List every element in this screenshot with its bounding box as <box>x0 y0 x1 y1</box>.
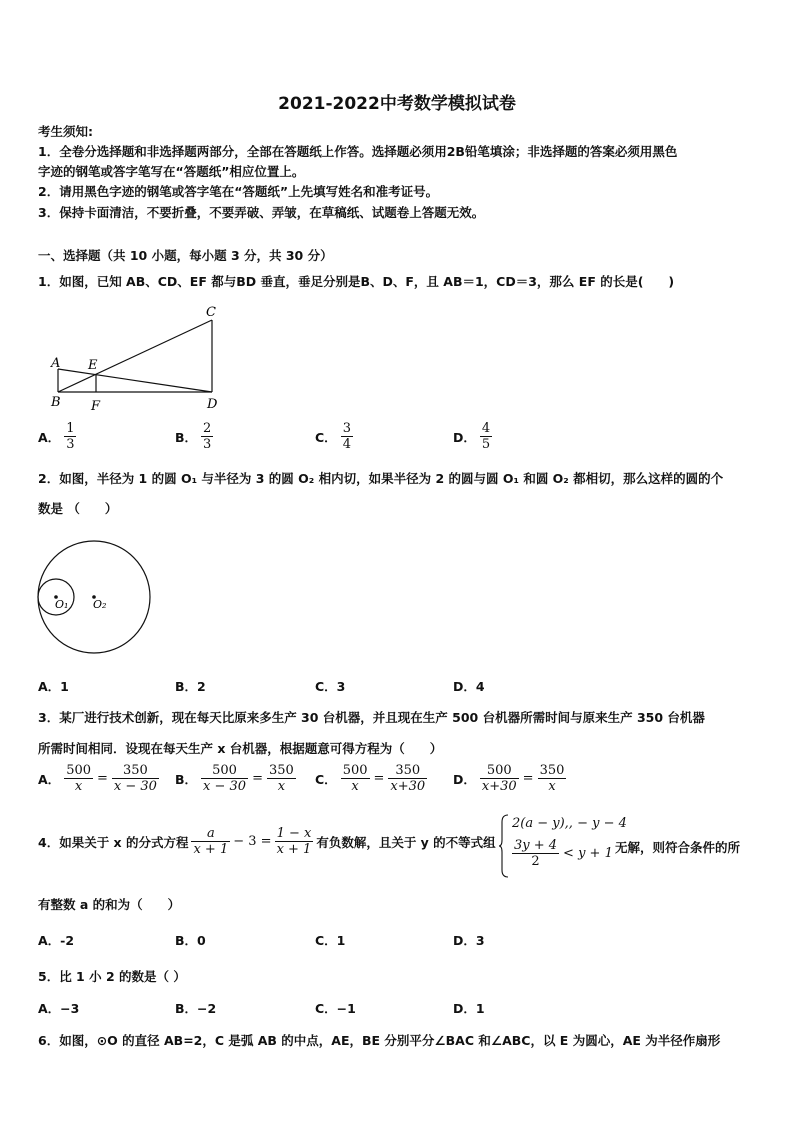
question-1-text: 1．如图，已知 AB、CD、EF 都与BD 垂直，垂足分别是B、D、F，且 AB＝1，CD＝3，那么 EF 的长是( ) <box>38 274 675 289</box>
q4-option-c[interactable]: C．1 <box>315 933 346 948</box>
q3-option-d[interactable]: D． $\frac{500}{x+30}$ = $\frac{350}{x}$ <box>453 763 565 794</box>
q1-triangle-figure <box>44 302 230 414</box>
question-4-text: 4．如果关于 x 的分式方程 $\frac{a}{x + 1}$ − 3 = $\frac{1 - x}{x + 1}$ 有负数解，且关于 y 的不等式组 <box>38 826 496 857</box>
fraction: $\frac{3}{4}$ <box>342 421 351 452</box>
fraction: $\frac{2}{3}$ <box>203 421 212 452</box>
question-5-text: 5．比 1 小 2 的数是（ ） <box>38 969 186 984</box>
fraction: $\frac{350}{x}$ <box>539 763 565 794</box>
q3-option-c[interactable]: C． $\frac{500}{x}$ = $\frac{350}{x+30}$ <box>315 763 426 794</box>
segment-bc <box>58 320 212 392</box>
label-b: B <box>51 395 61 410</box>
inequality-2: $\frac{3y + 4}{2}$ < y + 1 <box>514 838 613 869</box>
q4-option-a[interactable]: A．-2 <box>38 933 75 948</box>
fraction: $\frac{4}{5}$ <box>481 421 491 452</box>
label-c: C <box>206 305 216 320</box>
question-4-text-2: 有整数 a 的和为（ ） <box>38 897 181 912</box>
question-3-text: 3．某厂进行技术创新，现在每天比原来多生产 30 台机器，并且现在生产 500 台机器所需时间与原来生产 350 台机器 <box>38 710 705 725</box>
notice-item: 2．请用黑色字迹的钢笔或答字笔在“答题纸”上先填写姓名和准考证号。 <box>38 184 439 199</box>
q2-option-a[interactable]: A．1 <box>38 679 69 694</box>
section-heading: 一、选择题（共 10 小题，每小题 3 分，共 30 分） <box>38 248 333 263</box>
segment-ad <box>58 369 212 392</box>
label-a: A <box>51 356 61 371</box>
notice-heading: 考生须知: <box>38 124 93 139</box>
question-3-text-2: 所需时间相同．设现在每天生产 x 台机器，根据题意可得方程为（ ） <box>38 741 443 756</box>
label-e: E <box>88 358 98 373</box>
q2-option-d[interactable]: D．4 <box>453 679 485 694</box>
fraction: $\frac{1}{3}$ <box>66 421 75 452</box>
q1-option-d[interactable]: D． $\frac{4}{5}$ <box>453 421 491 452</box>
notice-item: 3．保持卡面清洁，不要折叠，不要弄破、弄皱，在草稿纸、试题卷上答题无效。 <box>38 205 485 220</box>
q5-option-b[interactable]: B．−2 <box>175 1001 217 1016</box>
q1-option-b[interactable]: B． $\frac{2}{3}$ <box>175 421 212 452</box>
q1-option-c[interactable]: C． $\frac{3}{4}$ <box>315 421 351 452</box>
system-brace-icon <box>498 814 510 878</box>
fraction: $\frac{500}{x}$ <box>342 763 368 794</box>
label-d: D <box>207 397 218 412</box>
question-2-text: 2．如图，半径为 1 的圆 O₁ 与半径为 3 的圆 O₂ 相内切，如果半径为 2 的圆与圆 O₁ 和圆 O₂ 都相切，那么这样的圆的个 <box>38 471 724 486</box>
q5-option-c[interactable]: C．−1 <box>315 1001 356 1016</box>
fraction: $\frac{500}{x+30}$ <box>481 763 517 794</box>
fraction: $\frac{a}{x + 1}$ <box>193 826 229 857</box>
fraction: $\frac{350}{x - 30}$ <box>113 763 157 794</box>
q2-circles-figure <box>36 540 156 656</box>
fraction: $\frac{500}{x}$ <box>66 763 92 794</box>
q2-option-b[interactable]: B．2 <box>175 679 206 694</box>
fraction: $\frac{1 - x}{x + 1}$ <box>276 826 312 857</box>
q5-option-d[interactable]: D．1 <box>453 1001 485 1016</box>
page-title: 2021-2022中考数学模拟试卷 <box>278 94 516 114</box>
question-6-text: 6．如图，⊙O 的直径 AB=2，C 是弧 AB 的中点，AE，BE 分别平分∠BAC 和∠ABC，以 E 为圆心，AE 为半径作扇形 <box>38 1033 721 1048</box>
inequality-1: 2(a − y),, − y − 4 <box>512 816 627 831</box>
label-o2: O₂ <box>93 598 107 611</box>
q1-option-a[interactable]: A． $\frac{1}{3}$ <box>38 421 75 452</box>
label-o1: O₁ <box>55 598 69 611</box>
label-f: F <box>91 399 101 414</box>
fraction: $\frac{350}{x}$ <box>268 763 294 794</box>
notice-item: 字迹的钢笔或答字笔写在“答题纸”相应位置上。 <box>38 164 305 179</box>
fraction: $\frac{350}{x+30}$ <box>390 763 426 794</box>
question-2-text-2: 数是 （ ） <box>38 501 118 516</box>
q4-option-b[interactable]: B．0 <box>175 933 206 948</box>
notice-item: 1．全卷分选择题和非选择题两部分，全部在答题纸上作答。选择题必须用2B铅笔填涂；非选择题的答案必须用黑色 <box>38 144 678 159</box>
fraction: $\frac{500}{x - 30}$ <box>203 763 247 794</box>
q2-option-c[interactable]: C．3 <box>315 679 346 694</box>
q3-option-b[interactable]: B． $\frac{500}{x - 30}$ = $\frac{350}{x}$ <box>175 763 294 794</box>
q4-option-d[interactable]: D．3 <box>453 933 485 948</box>
question-4-suffix: 无解，则符合条件的所 <box>615 840 741 855</box>
q5-option-a[interactable]: A．−3 <box>38 1001 80 1016</box>
q3-option-a[interactable]: A． $\frac{500}{x}$ = $\frac{350}{x - 30}$ <box>38 763 157 794</box>
fraction: $\frac{3y + 4}{2}$ <box>514 838 558 869</box>
